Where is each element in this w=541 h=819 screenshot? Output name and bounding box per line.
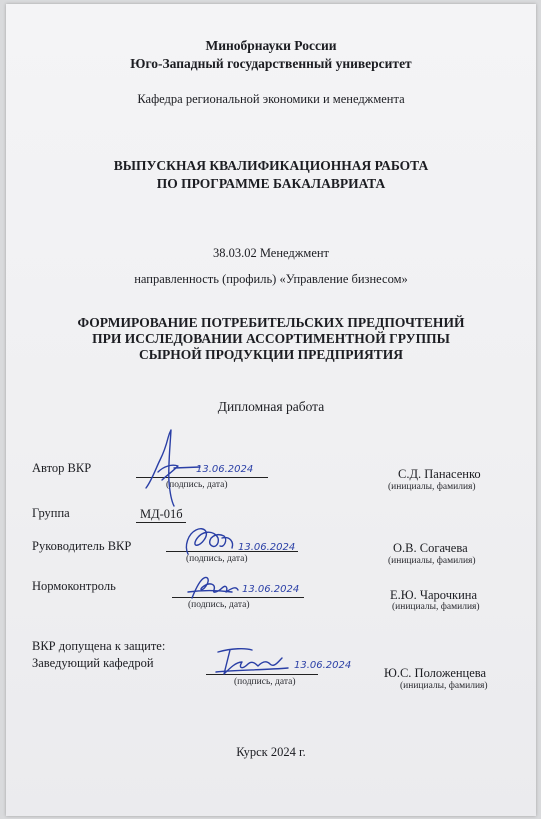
topic-line-1: ФОРМИРОВАНИЕ ПОТРЕБИТЕЛЬСКИХ ПРЕДПОЧТЕНИЙ	[77, 315, 465, 330]
normcontrol-signature	[182, 570, 322, 610]
head-of-department-label: Заведующий кафедрой	[32, 656, 154, 670]
head-name: Ю.С. Положенцева	[384, 666, 487, 680]
author-label: Автор ВКР	[32, 461, 92, 475]
author-signature	[138, 420, 278, 510]
svg-text:13.06.2024: 13.06.2024	[196, 464, 254, 475]
group-label: Группа	[32, 506, 70, 520]
university-name: Юго-Западный государственный университет	[130, 56, 412, 71]
work-type-line-1: ВЫПУСКНАЯ КВАЛИФИКАЦИОННАЯ РАБОТА	[113, 158, 429, 173]
supervisor-initials-hint: (инициалы, фамилия)	[388, 556, 476, 566]
document-page	[6, 4, 536, 816]
normcontrol-name: Е.Ю. Чарочкина	[390, 588, 477, 602]
document-kind: Дипломная работа	[217, 399, 325, 414]
normcontrol-signature-hint: (подпись, дата)	[188, 600, 250, 610]
work-type-line-2: ПО ПРОГРАММЕ БАКАЛАВРИАТА	[156, 176, 386, 191]
head-signature-hint: (подпись, дата)	[234, 677, 296, 687]
ministry-name: Минобрнауки России	[205, 38, 337, 53]
author-initials-hint: (инициалы, фамилия)	[388, 482, 476, 492]
supervisor-name: О.В. Согачева	[393, 541, 468, 555]
department-name: Кафедра региональной экономики и менеджмента	[137, 92, 405, 106]
program-profile: направленность (профиль) «Управление бизнесом»	[134, 272, 408, 286]
program-code: 38.03.02 Менеджмент	[212, 246, 330, 260]
svg-text:13.06.2024: 13.06.2024	[294, 660, 352, 671]
supervisor-label: Руководитель ВКР	[32, 539, 132, 553]
svg-text:13.06.2024: 13.06.2024	[238, 542, 296, 553]
group-value: МД-01б	[140, 507, 183, 521]
head-signature	[212, 642, 372, 682]
topic-line-3: СЫРНОЙ ПРОДУКЦИИ ПРЕДПРИЯТИЯ	[139, 347, 403, 362]
head-initials-hint: (инициалы, фамилия)	[400, 681, 488, 691]
city-year: Курск 2024 г.	[236, 745, 306, 759]
svg-text:13.06.2024: 13.06.2024	[242, 584, 300, 595]
topic-line-2: ПРИ ИССЛЕДОВАНИИ АССОРТИМЕНТНОЙ ГРУППЫ	[92, 331, 450, 346]
normcontrol-label: Нормоконтроль	[32, 579, 116, 593]
supervisor-signature-hint: (подпись, дата)	[186, 554, 248, 564]
admission-label: ВКР допущена к защите:	[32, 639, 166, 653]
author-name: С.Д. Панасенко	[398, 467, 481, 481]
normcontrol-initials-hint: (инициалы, фамилия)	[392, 602, 480, 612]
supervisor-signature	[174, 520, 314, 570]
author-signature-hint: (подпись, дата)	[166, 480, 228, 490]
